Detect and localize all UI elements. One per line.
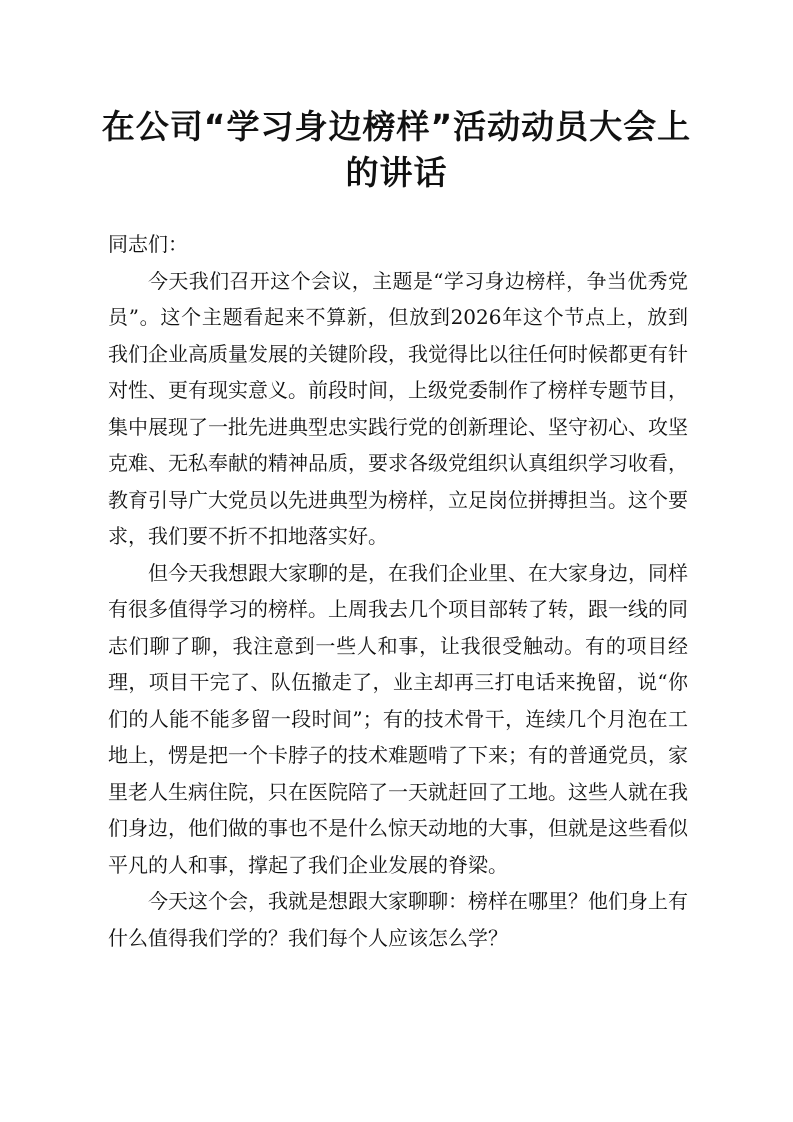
document-body	[108, 226, 688, 956]
salutation: 同志们：	[108, 232, 188, 256]
paragraph-role-models: 但今天我想跟大家聊的是，在我们企业里、在大家身边，同样有很多值得学习的榜样。上周我去几个项目部转了转，跟一线的同志们聊了聊，我注意到一些人和事，让我很受触动。有的项目经理，项目干完了、队伍撤走了，业主却再三打电话来挽留，说“你们的人能不能多留一段时间”；有的技术骨干，连续几个月泡在工地上，愣是把一个卡脖子的技术难题啃了下来；有的普通党员，家里老人生病住院，只在医院陪了一天就赶回了工地。这些人就在我们身边，他们做的事也不是什么惊天动地的大事，但就是这些看似平凡的人和事，撑起了我们企业发展的脊梁。	[108, 560, 688, 877]
document-title: 在公司“学习身边榜样”活动动员大会上的讲话	[101, 107, 692, 192]
paragraph-questions: 今天这个会，我就是想跟大家聊聊：榜样在哪里？他们身上有什么值得我们学的？我们每个人应该怎么学？	[108, 889, 688, 950]
paragraph-intro: 今天我们召开这个会议，主题是“学习身边榜样，争当优秀党员”。这个主题看起来不算新，但放到2026年这个节点上，放到我们企业高质量发展的关键阶段，我觉得比以往任何时候都更有针对性、更有现实意义。前段时间，上级党委制作了榜样专题节目，集中展现了一批先进典型忠实践行党的创新理论、坚守初心、攻坚克难、无私奉献的精神品质，要求各级党组织认真组织学习收看，教育引导广大党员以先进典型为榜样，立足岗位拼搏担当。这个要求，我们要不折不扣地落实好。	[108, 268, 688, 548]
